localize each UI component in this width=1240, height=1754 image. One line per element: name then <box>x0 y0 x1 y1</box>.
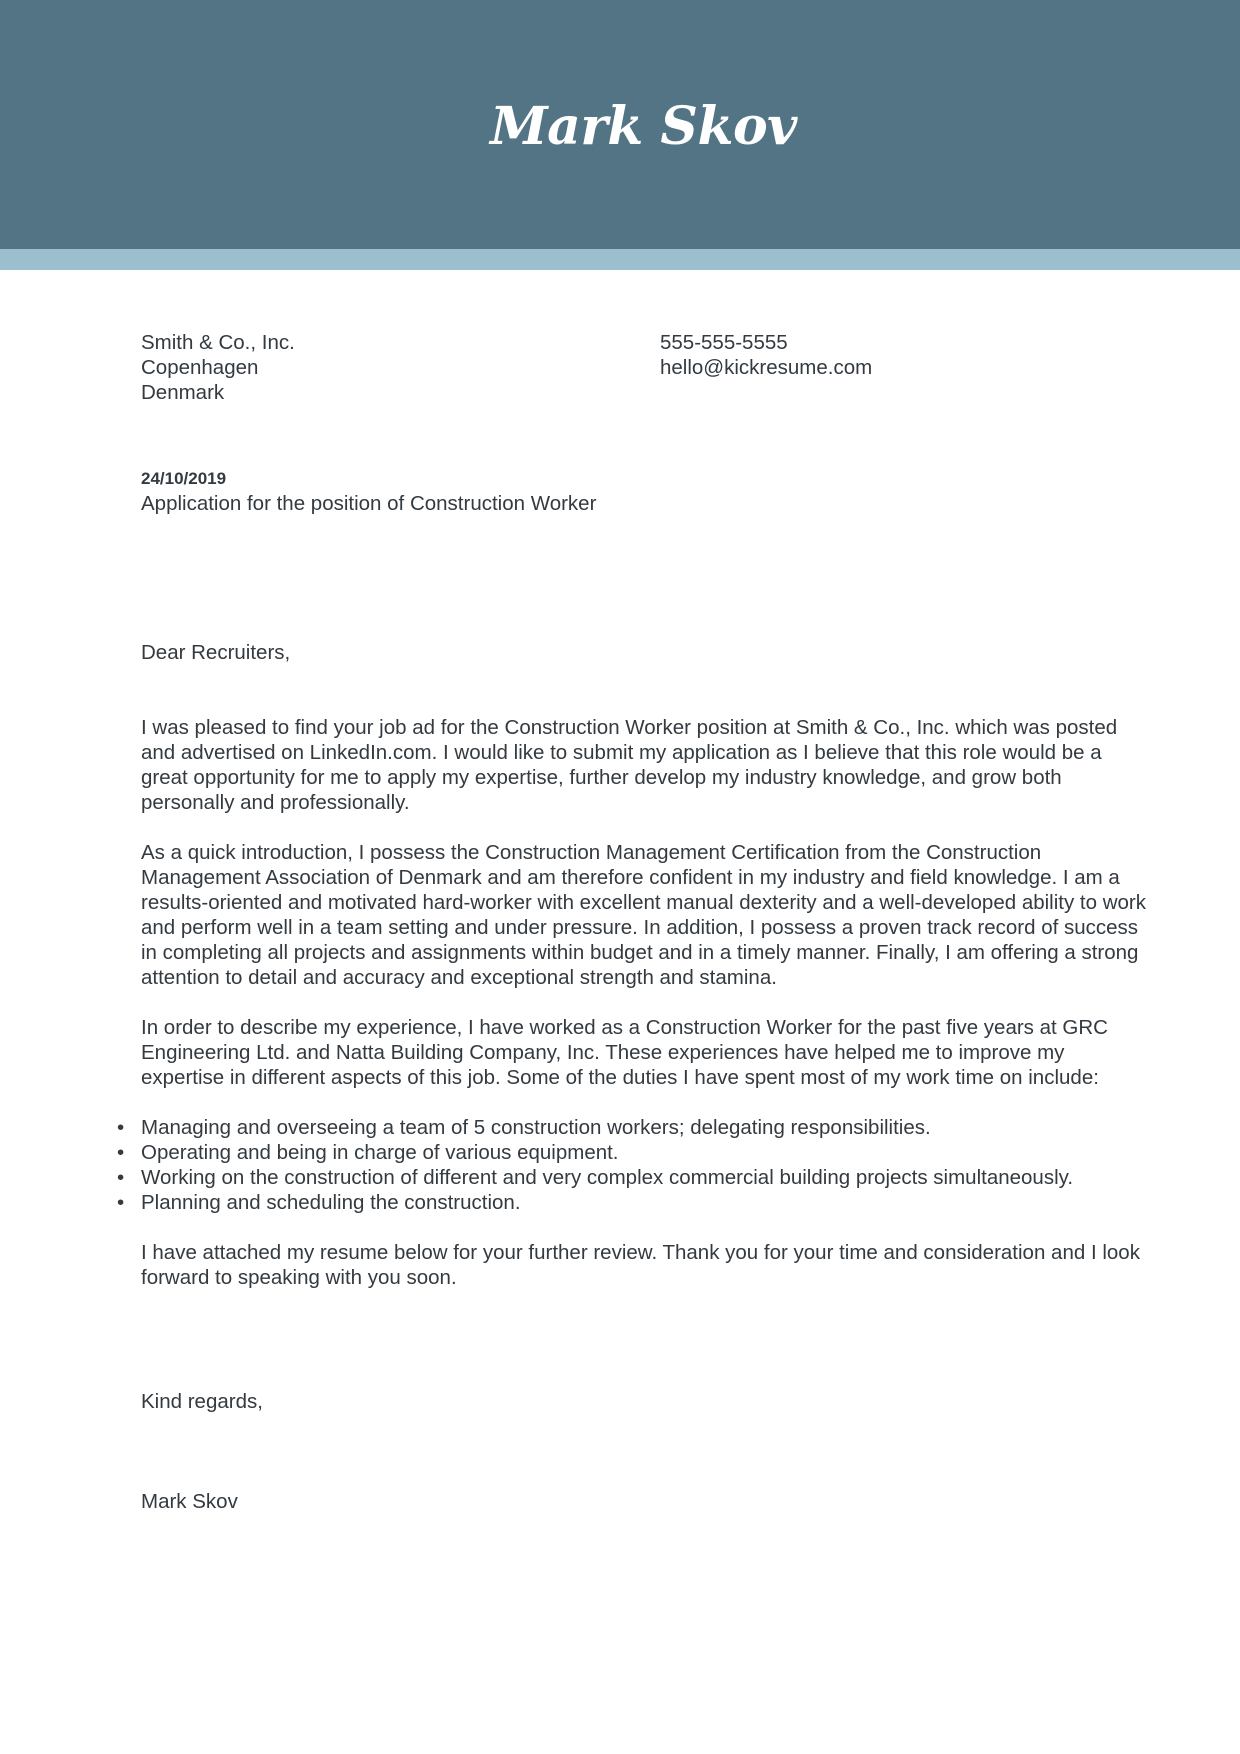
header-stripe <box>0 249 1240 270</box>
recipient-company: Smith & Co., Inc. <box>141 331 295 354</box>
bullet-icon: • <box>117 1116 125 1139</box>
recipient-country: Denmark <box>141 381 225 404</box>
contact-info <box>660 330 872 380</box>
list-item <box>117 1140 1151 1165</box>
applicant-name: Mark Skov <box>490 96 797 157</box>
list-item-text: Working on the construction of different and very complex commercial building projects simultaneously. <box>141 1166 1074 1189</box>
recipient-city: Copenhagen <box>141 356 259 379</box>
paragraph-experience: In order to describe my experience, I have worked as a Construction Worker for the past five years at GRC Engineering Ltd. and Natta Building Company, Inc. These experiences have helped me to improve my expertise in different aspects of this job. Some of the duties I have spent most of my work time on include: <box>141 1016 1108 1089</box>
closing-line: Kind regards, <box>141 1390 263 1413</box>
paragraph-intro: I was pleased to find your job ad for the Construction Worker position at Smith & Co., Inc. which was posted and advertised on LinkedIn.com. I would like to submit my application as I believe that this role would be a great opportunity for me to apply my expertise, further develop my industry knowledge, and grow both personally and professionally. <box>141 716 1118 814</box>
paragraph-closing: I have attached my resume below for your further review. Thank you for your time and consideration and I look forward to speaking with you soon. <box>141 1241 1140 1289</box>
letter-body <box>117 715 1151 1315</box>
bullet-icon: • <box>117 1141 125 1164</box>
salutation: Dear Recruiters, <box>141 641 291 664</box>
paragraph-qualifications: As a quick introduction, I possess the Construction Management Certification from the Construction Management Association of Denmark and am therefore confident in my industry and field knowledge. I am a results-oriented and motivated hard-worker with excellent manual dexterity and a well-developed ability to work and perform well in a team setting and under pressure. In addition, I possess a proven track record of success in completing all projects and assignments within budget and in a timely manner. Finally, I am offering a strong attention to detail and accuracy and exceptional strength and stamina. <box>141 841 1147 989</box>
phone-number: 555-555-5555 <box>660 331 788 354</box>
list-item <box>117 1115 1151 1140</box>
list-item <box>117 1190 1151 1215</box>
signature-name: Mark Skov <box>141 1490 238 1513</box>
duties-list <box>117 1115 1151 1215</box>
letter-date: 24/10/2019 <box>141 469 227 488</box>
bullet-icon: • <box>117 1166 125 1189</box>
list-item-text: Planning and scheduling the construction. <box>141 1191 521 1214</box>
recipient-address <box>141 330 295 405</box>
list-item-text: Managing and overseeing a team of 5 construction workers; delegating responsibilities. <box>141 1116 931 1139</box>
list-item-text: Operating and being in charge of various equipment. <box>141 1141 619 1164</box>
bullet-icon: • <box>117 1191 125 1214</box>
list-item <box>117 1165 1151 1190</box>
letter-subject: Application for the position of Construction Worker <box>141 492 597 515</box>
email-address: hello@kickresume.com <box>660 356 873 379</box>
